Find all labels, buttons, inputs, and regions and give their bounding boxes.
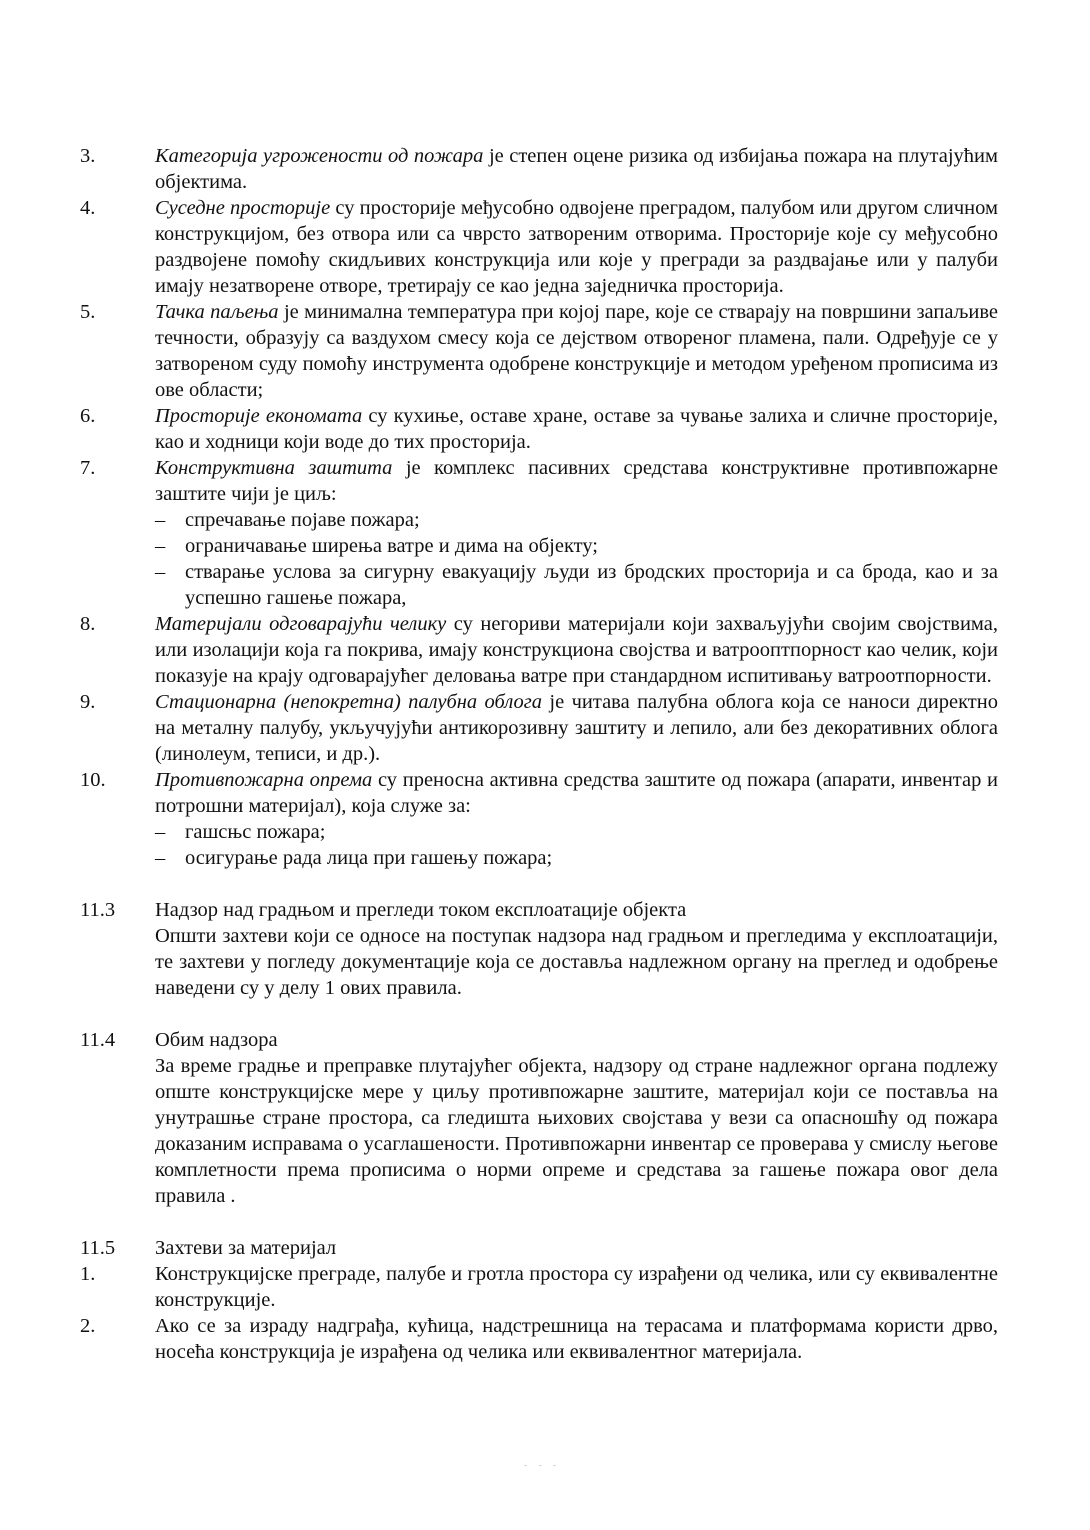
item-number: 8. [80, 613, 96, 635]
definition-text: је комплекс пасивних средстава конструктивне противпожарне заштите чији је циљ: [155, 457, 999, 505]
bullet-list [155, 819, 998, 871]
definition-text: су просторије међусобно одвојене преградом, палубом или другом сличном конструкцијом, без отвора или са чврсто затвореним отворима. Просторије које су међусобно раздвојене помоћу скидљивих конструкција или које у прегради за раздвајање или у палуби имају незатворене отворе, третирају се као једна заједничка просторија. [155, 197, 998, 297]
section-heading [80, 1235, 998, 1261]
section-title: Обим надзора [155, 1029, 278, 1051]
bullet-text: ограничавање ширења ватре и дима на објекту; [185, 535, 599, 557]
item-content [155, 299, 998, 403]
dash-bullet-icon: – [155, 509, 166, 531]
section-11-3 [80, 897, 998, 1001]
section-title: Захтеви за материјал [155, 1237, 337, 1259]
bullet-item [155, 819, 998, 845]
definition-item-3 [80, 143, 998, 195]
bullet-text: стварање услова за сигурну евакуацију људи из бродских просторија и са брода, као и за успешно гашење пожара, [185, 561, 998, 609]
scan-artifact [524, 1465, 556, 1467]
item-content [155, 767, 998, 871]
bullet-item [155, 507, 998, 533]
definition-item-5 [80, 299, 998, 403]
document-page [80, 143, 998, 1365]
item-content [155, 195, 998, 299]
definition-item-6 [80, 403, 998, 455]
bullet-text: спречавање појаве пожара; [185, 509, 420, 531]
item-number: 9. [80, 691, 96, 713]
section-11-5 [80, 1235, 998, 1365]
item-number: 3. [80, 145, 96, 167]
definition-item-9 [80, 689, 998, 767]
item-content [155, 455, 998, 611]
defined-term: Конструктивна заштита [155, 457, 393, 479]
item-content: Конструкцијске преграде, палубе и гротла простора су израђени од челика, или су еквивалентне конструкције. [155, 1263, 998, 1311]
item-content [155, 689, 998, 767]
section-number: 11.4 [80, 1029, 116, 1051]
section-number: 11.3 [80, 899, 116, 921]
section-body: Општи захтеви који се односе на поступак надзора над градњом и прегледима у експлоатацији, те захтеви у погледу документације која се доставља надлежном органу на преглед и одобрење наведени су у делу 1 ових правила. [155, 925, 998, 999]
definition-text: су преносна активна средства заштите од пожара (апарати, инвентар и потрошни материјал), која служе за: [155, 769, 999, 817]
requirement-item-2 [80, 1313, 998, 1365]
definition-text: су негориви материјали који захваљујући својим својствима, или изолацији која га покрива, имају конструкциона својства и ватрооптпорност као челик, који показује на крају одговарајућег деловања ватре при стандардном испитивању ватроотпорности. [155, 613, 998, 687]
definition-item-4 [80, 195, 998, 299]
scan-dot [539, 1465, 542, 1466]
dash-bullet-icon: – [155, 821, 166, 843]
defined-term: Категорија угрожености од пожара [155, 145, 484, 167]
dash-bullet-icon: – [155, 847, 166, 869]
scan-dot [553, 1465, 556, 1466]
bullet-text: осигурање рада лица при гашењу пожара; [185, 847, 553, 869]
section-title: Надзор над градњом и прегледи током експлоатације објекта [155, 899, 687, 921]
item-content [155, 143, 998, 195]
definition-text: је минимална температура при којој паре, које се стварају на површини запаљиве течности, образују са ваздухом смесу која се дејством отвореног пламена, пали. Одређује се у затвореном суду помоћу инструмента одобрене конструкције и методом уређеном прописима из ове области; [155, 301, 998, 401]
item-content [155, 403, 998, 455]
item-number: 2. [80, 1315, 96, 1337]
item-number: 4. [80, 197, 96, 219]
defined-term: Суседне просторије [155, 197, 331, 219]
defined-term: Материјали одговарајући челику [155, 613, 447, 635]
bullet-item [155, 845, 998, 871]
definition-text: су кухиње, оставе хране, оставе за чување залиха и сличне просторије, као и ходници који воде до тих просторија. [155, 405, 998, 453]
bullet-list [155, 507, 998, 611]
item-number: 7. [80, 457, 96, 479]
defined-term: Противпожарна опрема [155, 769, 373, 791]
dash-bullet-icon: – [155, 535, 166, 557]
definition-item-10 [80, 767, 998, 871]
item-content [155, 611, 998, 689]
item-content: Ако се за израду надграђа, кућица, надстрешница на терасама и платформама користи дрво, носећа конструкција је израђена од челика или еквивалентног материјала. [155, 1315, 998, 1363]
section-body: За време градње и преправке плутајућег објекта, надзору од стране надлежног органа подлежу опште конструкцијске мере у циљу противпожарне заштите, материјал који се поставља на унутрашње стране простора, са гледишта њихових својстава у вези са опасношћу од пожара доказаним исправама о усаглашености. Противпожарни инвентар се проверава у смислу његове комплетности према прописима о норми опреме и средстава за гашење пожара овог дела правила . [155, 1055, 998, 1207]
scan-dot [524, 1465, 527, 1466]
item-number: 1. [80, 1263, 96, 1285]
defined-term: Просторије економата [155, 405, 363, 427]
bullet-item [155, 533, 998, 559]
item-number: 10. [80, 769, 106, 791]
requirement-item-1 [80, 1261, 998, 1313]
defined-term: Тачка паљења [155, 301, 279, 323]
definition-item-8 [80, 611, 998, 689]
definition-text: је читава палубна облога која се наноси директно на металну палубу, укључујући антикорозивну заштиту и лепило, али без декоративних облога (линолеум, теписи, и др.). [155, 691, 998, 765]
bullet-item [155, 559, 998, 611]
section-heading [80, 1027, 998, 1053]
item-number: 6. [80, 405, 96, 427]
definition-text: је степен оцене ризика од избијања пожара на плутајућим објектима. [155, 145, 999, 193]
section-11-4 [80, 1027, 998, 1209]
item-number: 5. [80, 301, 96, 323]
dash-bullet-icon: – [155, 561, 166, 583]
bullet-text: гашсњс пожара; [185, 821, 326, 843]
definition-item-7 [80, 455, 998, 611]
defined-term: Стационарна (непокретна) палубна облога [155, 691, 543, 713]
section-number: 11.5 [80, 1237, 116, 1259]
section-heading [80, 897, 998, 923]
